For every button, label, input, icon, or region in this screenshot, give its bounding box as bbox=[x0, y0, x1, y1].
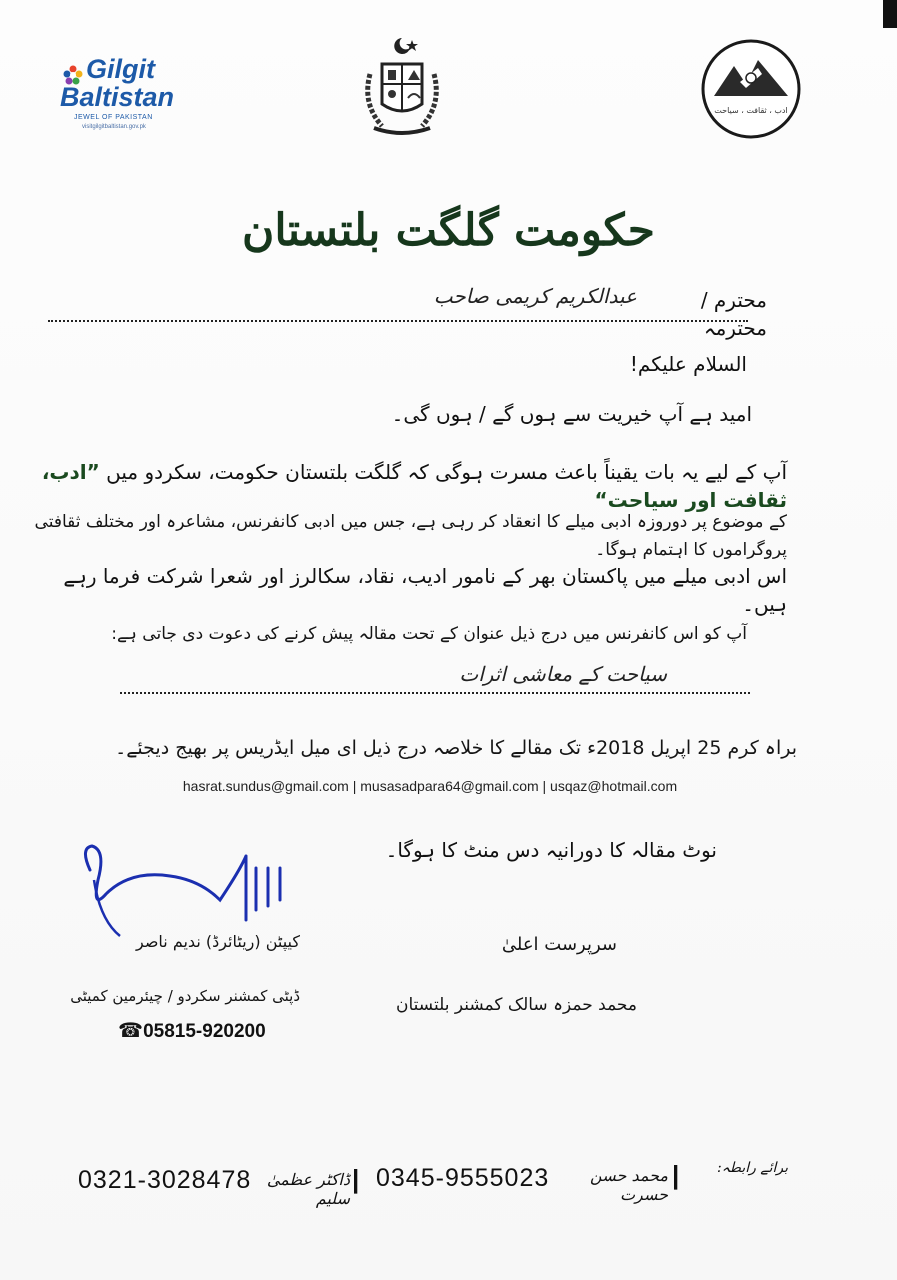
name-underline bbox=[48, 320, 748, 322]
scan-edge-mark bbox=[883, 0, 897, 28]
paragraph-line-1 bbox=[27, 458, 787, 514]
contact-phone-2: 0321-3028478 bbox=[78, 1166, 252, 1194]
left-signatory-phone-row bbox=[118, 1018, 266, 1043]
salutation-label: محترم / محترمہ bbox=[700, 288, 767, 340]
paragraph-line-3: اس ادبی میلے میں پاکستان بھر کے نامور ادیب، نقاد، سکالرز اور شعرا شرکت فرما رہے ہیں۔ bbox=[63, 564, 787, 616]
left-signatory-name: کیپٹن (ریٹائرڈ) ندیم ناصر bbox=[135, 932, 300, 951]
left-signatory-title: ڈپٹی کمشنر سکردو / چیئرمین کمیٹی bbox=[70, 987, 300, 1005]
logo-url: visitgilgitbaltistan.gov.pk bbox=[82, 124, 146, 130]
separator: | bbox=[672, 1160, 680, 1190]
paragraph-line-2: کے موضوع پر دوروزہ ادبی میلے کا انعقاد کر رہی ہے، جس میں ادبی کانفرنس، مشاعرہ اور مختلف ثقافتی پروگراموں کا اہتمام ہوگا۔ bbox=[34, 512, 787, 560]
contact-label: برائے رابطہ: bbox=[716, 1160, 788, 1176]
well-wish: امید ہے آپ خیریت سے ہوں گے / ہوں گی۔ bbox=[391, 402, 752, 426]
separator: | bbox=[352, 1164, 360, 1194]
right-signatory-title: سرپرست اعلیٰ bbox=[501, 934, 617, 955]
duration-note: نوٹ مقالہ کا دورانیہ دس منٹ کا ہوگا۔ bbox=[385, 838, 717, 862]
page-title: حکومت گلگت بلتستان bbox=[242, 205, 655, 256]
contact-footer bbox=[78, 1160, 798, 1208]
recipient-name: عبدالکریم کریمی صاحب bbox=[433, 284, 637, 308]
literature-culture-tourism-logo bbox=[700, 38, 802, 140]
invitation-text: آپ کو اس کانفرنس میں درج ذیل عنوان کے تحت مقالہ پیش کرنے کی دعوت دی جاتی ہے: bbox=[111, 624, 747, 644]
logo-tagline: JEWEL OF PAKISTAN bbox=[74, 114, 153, 121]
paper-topic: سیاحت کے معاشی اثرات bbox=[459, 662, 667, 686]
logo-caption: ادب ، ثقافت ، سیاحت bbox=[714, 106, 788, 115]
logo-title-line1: Gilgit bbox=[86, 54, 155, 84]
greeting: السلام علیکم! bbox=[629, 352, 747, 376]
contact-emails: hasrat.sundus@gmail.com | musasadpara64@gmail.com | usqaz@hotmail.com bbox=[182, 778, 678, 794]
logo-title-line2: Baltistan bbox=[60, 82, 175, 112]
gilgit-baltistan-tourism-logo bbox=[52, 44, 202, 136]
contact-name-1: محمد حسن حسرت bbox=[590, 1166, 668, 1204]
para1-quote: ”ادب، ثقافت اور سیاحت“ bbox=[41, 460, 787, 512]
submission-request: براہ کرم 25 اپریل 2018ء تک مقالے کا خلاصہ درج ذیل ای میل ایڈریس پر بھیج دیجئے۔ bbox=[115, 737, 797, 759]
contact-phone-1: 0345-9555023 bbox=[376, 1164, 550, 1192]
contact-name-2: ڈاکٹر عظمیٰ سلیم bbox=[266, 1170, 350, 1208]
topic-underline bbox=[120, 692, 750, 694]
right-signatory-name: محمد حمزہ سالک کمشنر بلتستان bbox=[396, 995, 637, 1015]
left-signatory-phone: 05815-920200 bbox=[143, 1021, 266, 1042]
government-crest-icon bbox=[352, 34, 452, 140]
para1-main: آپ کے لیے یہ بات یقیناً باعث مسرت ہوگی کہ گلگت بلتستان حکومت، سکردو میں bbox=[106, 460, 787, 484]
phone-icon: ☎ bbox=[118, 1018, 143, 1042]
